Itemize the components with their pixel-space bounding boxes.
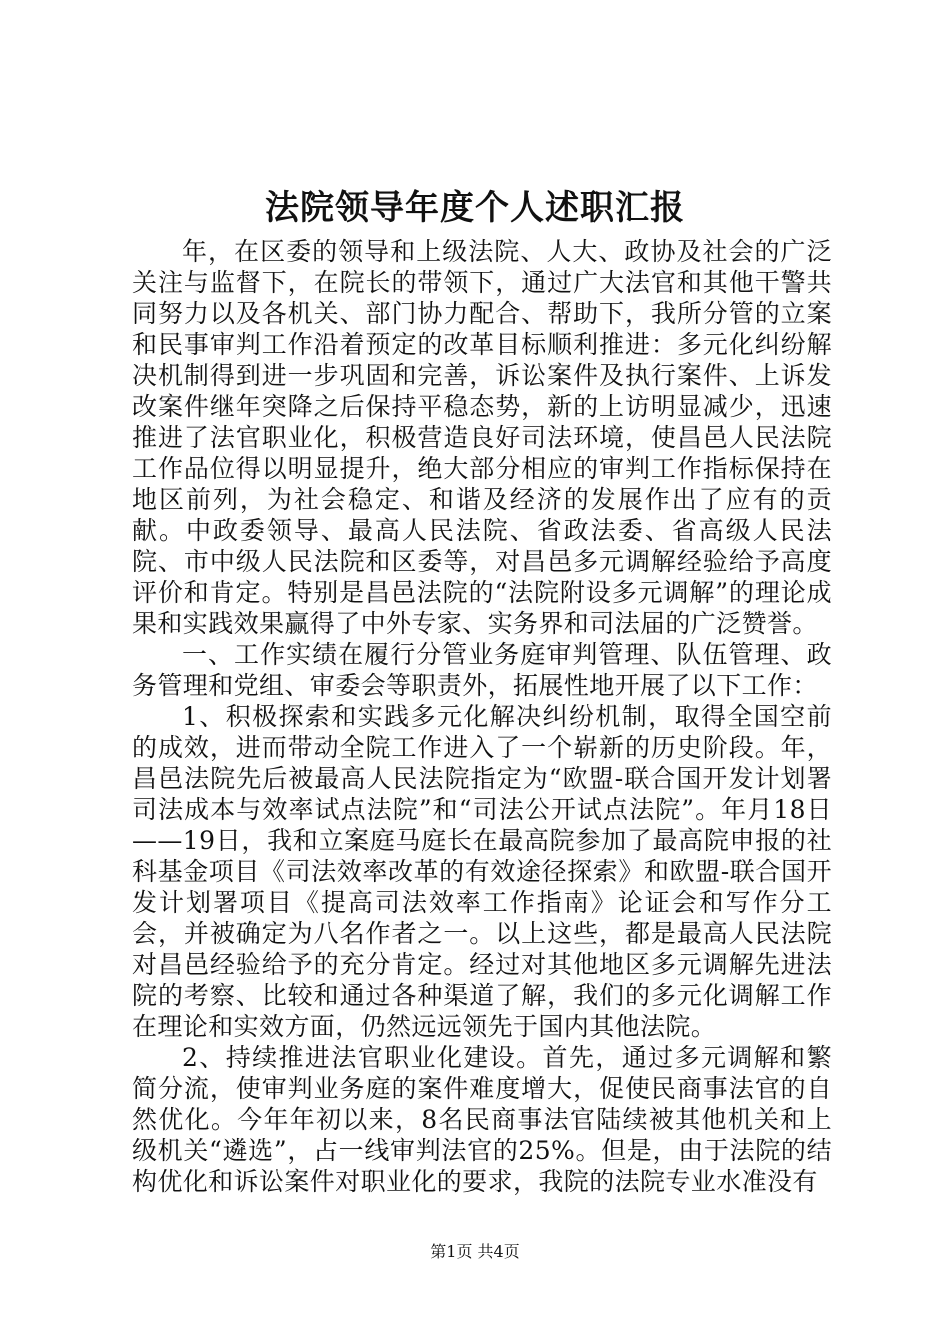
page-footer: 第1页 共4页 [430, 1242, 520, 1261]
paragraph-item-two: 2、持续推进法官职业化建设。首先，通过多元调解和繁简分流，使审判业务庭的案件难度增大，促使民商事法官的自然优化。今年年初以来，8名民商事法官陆续被其他机关和上级机关“遴选”，占一线审判法官的25%。但是，由于法院的结构优化和诉讼案件对职业化的要求，我院的法院专业水准没有 [132, 1043, 832, 1196]
document-body [132, 236, 832, 1197]
paragraph-intro: 年，在区委的领导和上级法院、人大、政协及社会的广泛关注与监督下，在院长的带领下，通过广大法官和其他干警共同努力以及各机关、部门协力配合、帮助下，我所分管的立案和民事审判工作沿着预定的改革目标顺利推进：多元化纠纷解决机制得到进一步巩固和完善，诉讼案件及执行案件、上诉发改案件继年突降之后保持平稳态势，新的上访明显减少，迅速推进了法官职业化，积极营造良好司法环境，使昌邑人民法院工作品位得以明显提升，绝大部分相应的审判工作指标保持在地区前列，为社会稳定、和谐及经济的发展作出了应有的贡献。中政委领导、最高人民法院、省政法委、省高级人民法院、市中级人民法院和区委等，对昌邑多元调解经验给予高度评价和肯定。特别是昌邑法院的“法院附设多元调解”的理论成果和实践效果赢得了中外专家、实务界和司法届的广泛赞誉。 [132, 237, 832, 638]
document-title: 法院领导年度个人述职汇报 [265, 188, 685, 228]
paragraph-item-one: 1、积极探索和实践多元化解决纠纷机制，取得全国空前的成效，进而带动全院工作进入了一个崭新的历史阶段。年，昌邑法院先后被最高人民法院指定为“欧盟-联合国开发计划署司法成本与效率试点法院”和“司法公开试点法院”。年月18日——19日，我和立案庭马庭长在最高院参加了最高院申报的社科基金项目《司法效率改革的有效途径探索》和欧盟-联合国开发计划署项目《提高司法效率工作指南》论证会和写作分工会，并被确定为八名作者之一。以上这些，都是最高人民法院对昌邑经验给予的充分肯定。经过对其他地区多元调解先进法院的考察、比较和通过各种渠道了解，我们的多元化调解工作在理论和实效方面，仍然远远领先于国内其他法院。 [132, 702, 832, 1041]
paragraph-section-one: 一、工作实绩在履行分管业务庭审判管理、队伍管理、政务管理和党组、审委会等职责外，拓展性地开展了以下工作： [132, 640, 832, 700]
